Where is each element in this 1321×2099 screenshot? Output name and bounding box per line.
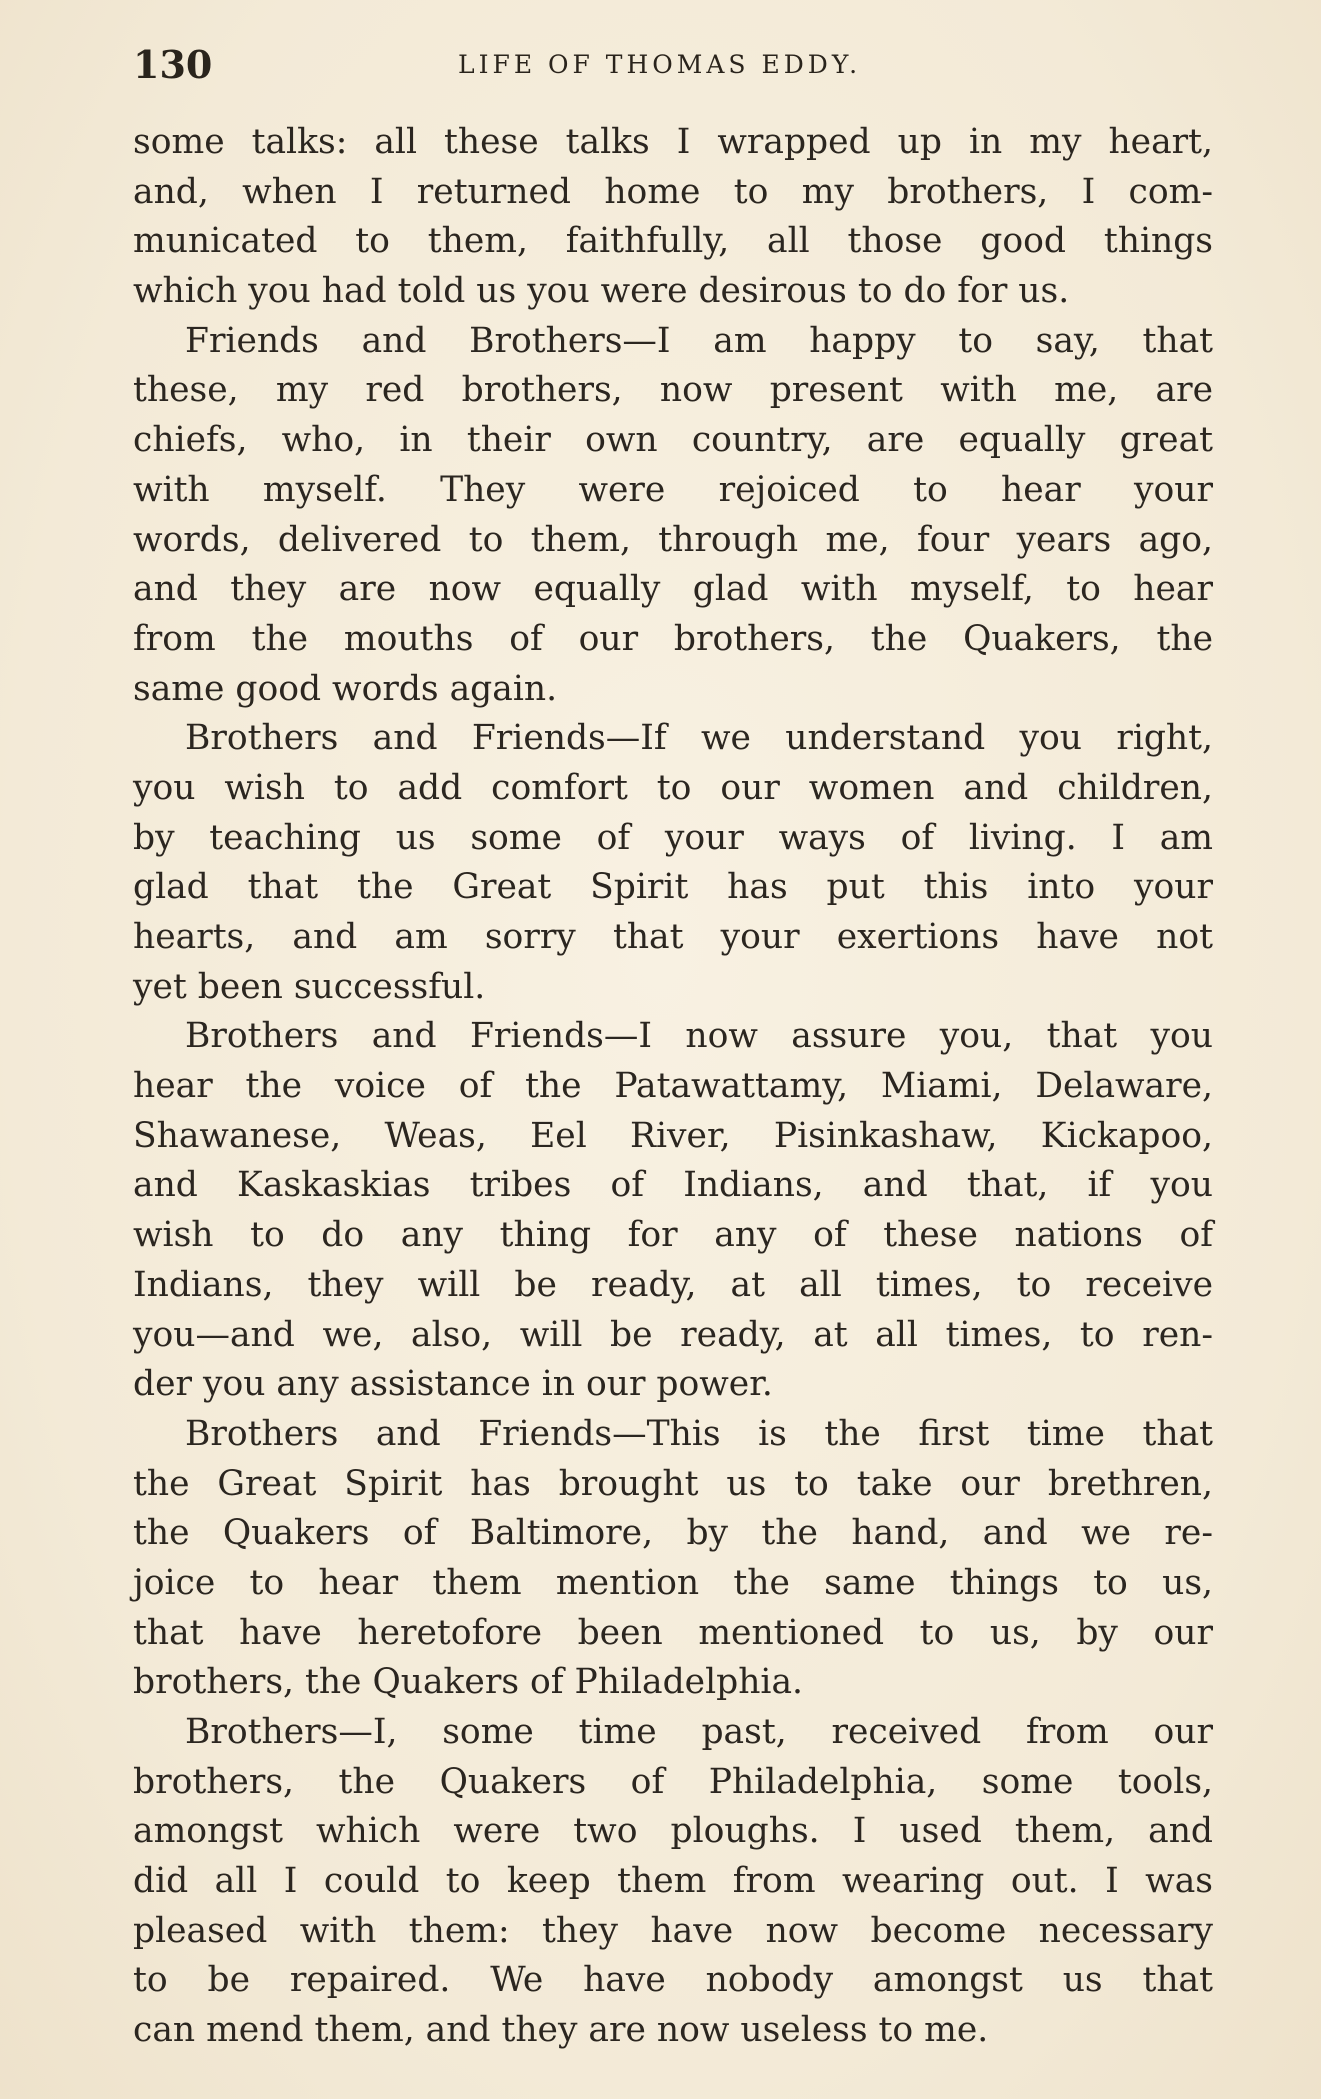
page-header (133, 42, 1213, 102)
text-line: yet been successful. (133, 966, 486, 1007)
text-line: municated to them, faithfully, all those good things (133, 221, 1213, 262)
text-line: the Quakers of Baltimore, by the hand, and we re- (133, 1513, 1213, 1554)
text-line: did all I could to keep them from wearing out. I was (133, 1861, 1213, 1902)
paragraph (133, 1012, 1213, 1410)
text-line: and Kaskaskias tribes of Indians, and that, if you (133, 1165, 1213, 1206)
text-line: can mend them, and they are now useless to me. (133, 2010, 989, 2051)
text-line: some talks: all these talks I wrapped up in my heart, (133, 122, 1213, 162)
text-line: Brothers and Friends—This is the first time that (185, 1413, 1213, 1454)
text-line: der you any assistance in our power. (133, 1364, 773, 1405)
paragraph (133, 118, 1213, 317)
text-line: hear the voice of the Patawattamy, Miami, Delaware, (133, 1066, 1213, 1107)
text-line: pleased with them: they have now become necessary (133, 1910, 1213, 1951)
text-line: words, delivered to them, through me, four years ago, (133, 519, 1213, 560)
text-line: with myself. They were rejoiced to hear your (133, 469, 1213, 510)
text-line: Brothers and Friends—I now assure you, that you (185, 1016, 1213, 1057)
running-head: LIFE OF THOMAS EDDY. (458, 50, 862, 79)
paragraph (133, 1708, 1213, 2056)
text-line: and, when I returned home to my brothers, I com- (133, 171, 1213, 212)
text-line: and they are now equally glad with myself, to hear (133, 569, 1213, 610)
text-line: by teaching us some of your ways of living. I am (133, 817, 1213, 858)
text-line: Friends and Brothers—I am happy to say, that (185, 320, 1213, 361)
page-number: 130 (133, 42, 213, 87)
text-line: you wish to add comfort to our women and children, (133, 767, 1213, 808)
text-line: wish to do any thing for any of these nations of (133, 1215, 1213, 1256)
text-line: Indians, they will be ready, at all times, to receive (133, 1264, 1213, 1305)
paragraph (133, 1410, 1213, 1708)
text-line: amongst which were two ploughs. I used them, and (133, 1811, 1213, 1852)
text-line: that have heretofore been mentioned to us, by our (133, 1612, 1213, 1653)
text-line: brothers, the Quakers of Philadelphia, some tools, (133, 1761, 1213, 1802)
text-line: hearts, and am sorry that your exertions have not (133, 917, 1213, 957)
paragraph (133, 714, 1213, 1012)
text-line: Brothers—I, some time past, received from our (185, 1712, 1213, 1752)
text-line: which you had told us you were desirous to do for us. (133, 271, 1070, 312)
text-line: glad that the Great Spirit has put this into your (133, 867, 1213, 908)
text-line: same good words again. (133, 668, 558, 709)
text-line: the Great Spirit has brought us to take our brethren, (133, 1463, 1213, 1504)
text-line: Shawanese, Weas, Eel River, Pisinkashaw, Kickapoo, (133, 1115, 1213, 1156)
text-line: you—and we, also, will be ready, at all times, to ren- (133, 1314, 1213, 1355)
text-line: chiefs, who, in their own country, are equally great (133, 420, 1213, 461)
text-line: from the mouths of our brothers, the Quakers, the (133, 618, 1213, 659)
text-line: to be repaired. We have nobody amongst us that (133, 1960, 1213, 2001)
paragraph (133, 317, 1213, 715)
text-line: these, my red brothers, now present with me, are (133, 370, 1213, 411)
text-line: joice to hear them mention the same things to us, (133, 1562, 1213, 1603)
body-text (133, 118, 1213, 2056)
text-line: Brothers and Friends—If we understand you right, (185, 718, 1213, 759)
text-line: brothers, the Quakers of Philadelphia. (133, 1662, 803, 1703)
